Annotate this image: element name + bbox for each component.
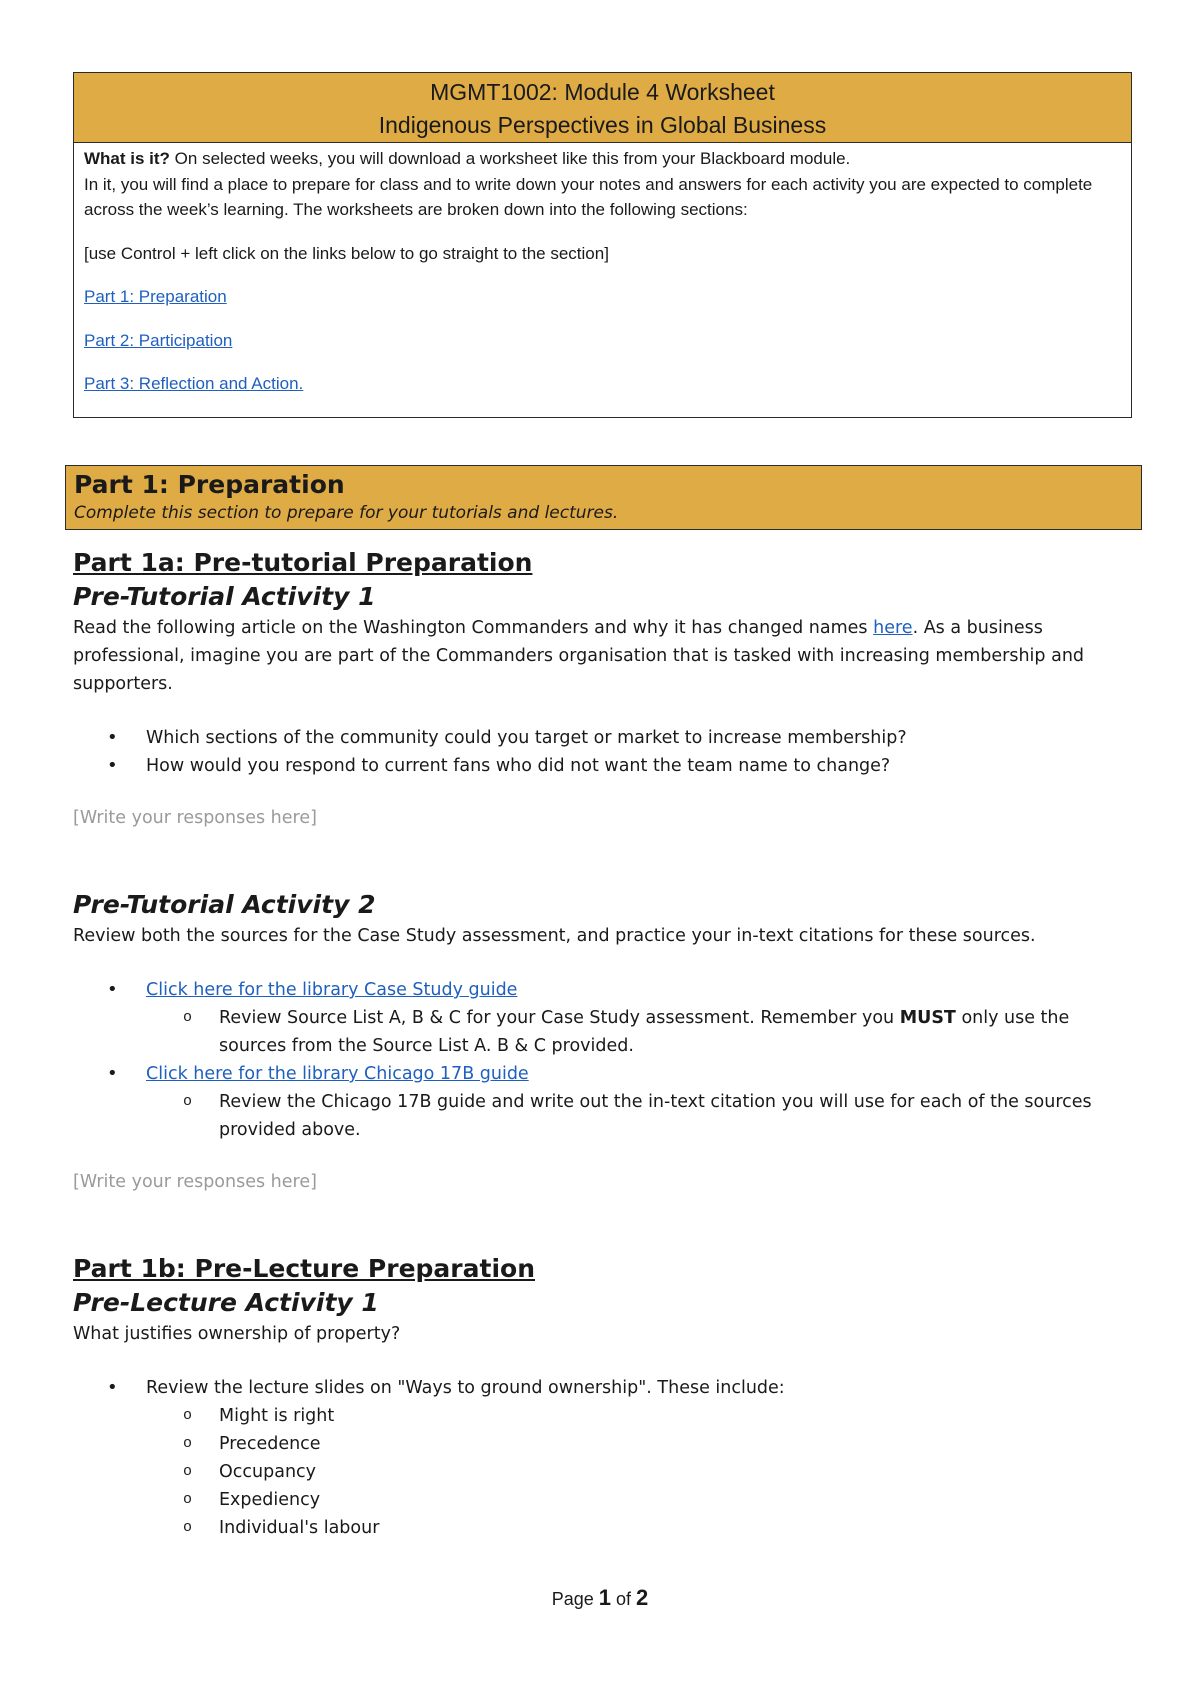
activity1-text: Read the following article on the Washington Commanders and why it has changed names	[73, 618, 874, 638]
activity2-instructions: Review both the sources for the Case Study assessment, and practice your in-text citations for these sources.	[73, 926, 1036, 946]
activity2-list	[73, 976, 1133, 1144]
list-item: • How would you respond to current fans who did not want the team name to change?	[73, 752, 1133, 780]
page-word: Page	[551, 1589, 594, 1609]
what-label: What is it?	[84, 149, 170, 168]
link-part3[interactable]: Part 3: Reflection and Action.	[84, 374, 304, 393]
intro-description: In it, you will find a place to prepare for class and to write down your notes and answers for each activity you are expected to complete across the week’s learning. The worksheets are broken down into the following sections:	[84, 174, 1093, 219]
sub-list-item: o Individual's labour	[146, 1514, 1133, 1542]
list-item	[73, 976, 1133, 1060]
what-text: On selected weeks, you will download a worksheet like this from your Blackboard module.	[169, 149, 851, 168]
must-emphasis: MUST	[899, 1008, 956, 1028]
main-content	[73, 546, 1133, 1542]
worksheet-subtitle: Indigenous Perspectives in Global Business	[378, 112, 827, 138]
part1b-heading: Part 1b: Pre-Lecture Preparation	[73, 1254, 535, 1283]
part1a-heading: Part 1a: Pre-tutorial Preparation	[73, 548, 533, 577]
link-part2[interactable]: Part 2: Participation	[84, 330, 233, 350]
sub1-text-cont: only use the sources from the Source List A. B & C provided.	[219, 1008, 1070, 1056]
list-item	[73, 1374, 1133, 1542]
list-item: • Which sections of the community could you target or market to increase membership?	[73, 724, 1133, 752]
intro-body	[74, 143, 1131, 397]
part1-title: Part 1: Preparation	[74, 470, 345, 499]
current-page: 1	[598, 1585, 611, 1610]
lecture-bullet-text: Review the lecture slides on "Ways to ground ownership". These include:	[146, 1378, 785, 1398]
sub-list-item: o Occupancy	[146, 1458, 1133, 1486]
sub-list-item: o Expediency	[146, 1486, 1133, 1514]
worksheet-title: MGMT1002: Module 4 Worksheet	[430, 79, 775, 105]
activity1-questions	[73, 724, 1133, 780]
case-study-guide-link[interactable]: Click here for the library Case Study guide	[146, 980, 518, 1000]
chicago-guide-link[interactable]: Click here for the library Chicago 17B guide	[146, 1064, 529, 1084]
lecture-question: What justifies ownership of property?	[73, 1324, 401, 1344]
page-footer	[0, 1585, 1200, 1611]
pre-tutorial-activity-2-heading: Pre-Tutorial Activity 2	[73, 890, 376, 919]
worksheet-header	[74, 73, 1131, 143]
article-link[interactable]: here	[873, 618, 913, 638]
response-field-1[interactable]: [Write your responses here]	[73, 808, 317, 828]
link-part1[interactable]: Part 1: Preparation	[84, 287, 227, 306]
response-field-2[interactable]: [Write your responses here]	[73, 1172, 317, 1192]
sub-list-item	[146, 1004, 1133, 1060]
list-item	[73, 1060, 1133, 1144]
sub-list-item: o Precedence	[146, 1430, 1133, 1458]
pre-tutorial-activity-1-heading: Pre-Tutorial Activity 1	[73, 582, 376, 611]
sub-list-item: o Review the Chicago 17B guide and write out the in-text citation you will use for each of the sources provided above.	[146, 1088, 1133, 1144]
part1-subtitle: Complete this section to prepare for your tutorials and lectures.	[74, 503, 619, 523]
activity1-text-cont: . As a business professional, imagine you are part of the Commanders organisation that is tasked with increasing membership and supporters.	[73, 618, 1085, 694]
of-word: of	[616, 1589, 632, 1609]
part1-banner	[65, 465, 1142, 530]
intro-box	[73, 72, 1132, 418]
activity1-instructions	[73, 614, 1133, 698]
sub-list-item: o Might is right	[146, 1402, 1133, 1430]
sub1-text: Review Source List A, B & C for your Case Study assessment. Remember you	[219, 1008, 900, 1028]
intro-what	[84, 146, 1121, 172]
lecture-list	[73, 1374, 1133, 1542]
total-pages: 2	[636, 1585, 649, 1610]
intro-hint: [use Control + left click on the links below to go straight to the section]	[84, 243, 609, 263]
pre-lecture-activity-1-heading: Pre-Lecture Activity 1	[73, 1288, 379, 1317]
